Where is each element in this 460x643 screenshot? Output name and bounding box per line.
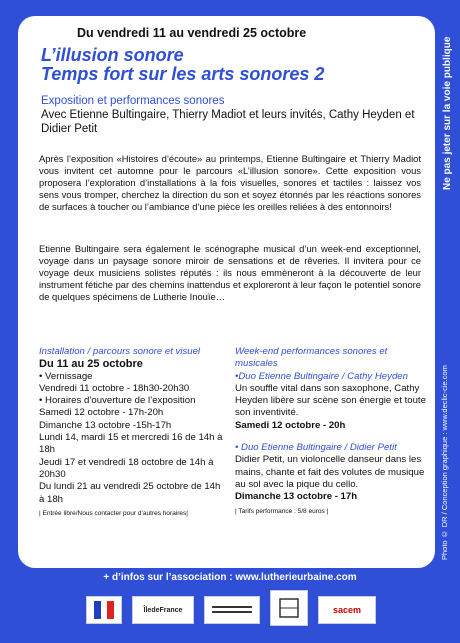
sponsor-logos: [86, 588, 376, 632]
duo1-text: Un souffle vital dans son saxophone, Cathy Heyden libère sur scène son énergie et toute son inventivité.: [235, 382, 426, 419]
content-card: [21, 19, 432, 565]
hours-line: Dimanche 13 octobre -15h-17h: [39, 419, 172, 431]
performances-heading: Week-end performances sonores et musicales: [235, 346, 388, 370]
city-emblem-icon: [277, 596, 301, 620]
partner-logo: [204, 596, 260, 624]
hours-line: Samedi 12 octobre - 17h-20h: [39, 407, 164, 419]
entry-note: | Entrée libre/Nous contacter pour d’autres horaires|: [39, 509, 188, 517]
hours-line: Du lundi 21 au vendredi 25 octobre de 14h à 18h: [39, 481, 221, 505]
intro-paragraph: Après l’exposition «Histoires d’écoute» au printemps, Etienne Bultingaire et Thierry Madiot vous invitent cet automne pour le parcours «L’illusion sonore». Cette exposition vous proposera l’exploration d’installations à la fois visuelles, sonores et tactiles : laissez vos sens vous tromper, cherchez la direction du son et soyez étonnés par les réactions sonores de surfaces à toucher ou l’ambiance d’une pièce les oreilles reliées à des entonnoirs!: [39, 153, 421, 212]
duo2-text: Didier Petit, un violoncelle danseur dans les mains, chante et fait des volutes de musique au sol avec la pique du cello.: [235, 454, 425, 490]
hours-line: Jeudi 17 et vendredi 18 octobre de 14h à 20h30: [39, 456, 214, 480]
iledefrance-logo: ÎledeFrance: [132, 596, 194, 624]
artists-line: Avec Etienne Bultingaire, Thierry Madiot et leurs invités, Cathy Heyden et Didier Petit: [41, 109, 415, 135]
vertical-notice: Ne pas jeter sur la voie publique: [442, 36, 453, 190]
title-secondary: Temps fort sur les arts sonores 2: [41, 64, 325, 84]
installation-heading: Installation / parcours sonore et visuel: [39, 346, 201, 357]
weekend-paragraph: Etienne Bultingaire sera également le scénographe musical d’un week-end exceptionnel, voyage dans un paysage sonore miroir de sensations et de rêveries. Il invitera pour ce voyage deux musiciens solistes réputés : ils nous emmèneront à la découverte de leur instrument fétiche par des chemins inattendus et exploreront à leur façon le potentiel sonore de quelques spécimens de Lutherie Inouïe…: [39, 243, 421, 302]
subtitle: Exposition et performances sonores: [41, 95, 225, 107]
vernissage-label: • Vernissage: [39, 370, 93, 382]
duo2-date: Dimanche 13 octobre - 17h: [235, 491, 358, 503]
vernissage-time: Vendredi 11 octobre - 18h30-20h30: [39, 382, 190, 394]
title-main: L’illusion sonore: [41, 45, 184, 65]
price-note: | Tarifs performance : 5/8 euros |: [235, 507, 329, 515]
hours-line: Lundi 14, mardi 15 et mercredi 16 de 14h à 18h: [39, 432, 223, 456]
partner-mark-icon: [212, 603, 252, 617]
installation-dates: Du 11 au 25 octobre: [39, 358, 143, 371]
republic-logo: [86, 596, 122, 624]
sacem-logo: sacem: [318, 596, 376, 624]
city-logo: [270, 590, 308, 626]
performances-column: [235, 346, 427, 518]
photo-credit: Photo © DR / Conception graphique : www.declic-cie.com: [440, 365, 449, 560]
event-dates: Du vendredi 11 au vendredi 25 octobre: [77, 26, 307, 40]
hours-label: • Horaires d’ouverture de l’exposition: [39, 395, 196, 407]
installation-column: [39, 346, 224, 520]
duo1-title: •Duo Etienne Bultingaire / Cathy Heyden: [235, 370, 408, 382]
flag-icon: [94, 601, 114, 619]
duo2-title: • Duo Etienne Bultingaire / Didier Petit: [235, 442, 397, 454]
footer-info: + d’infos sur l’association : www.lutherieurbaine.com: [103, 572, 357, 583]
duo1-date: Samedi 12 octobre - 20h: [235, 419, 346, 431]
